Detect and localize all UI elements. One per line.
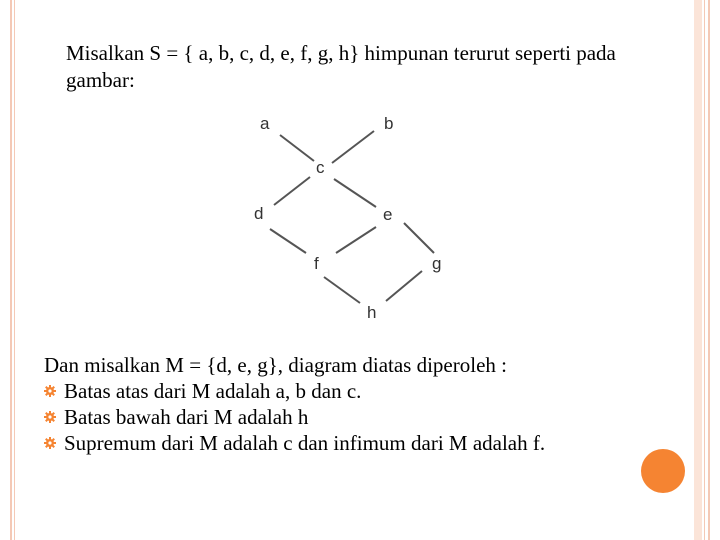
bullet-text: Batas bawah dari M adalah h (64, 405, 309, 429)
decor-line-right-outer (708, 0, 710, 540)
decor-line-left (10, 0, 12, 540)
bullet-list (44, 378, 664, 456)
node-f: f (314, 254, 319, 273)
node-e: e (383, 205, 393, 224)
bullet-item (44, 430, 664, 456)
node-g: g (432, 254, 442, 273)
diagram-edges (270, 131, 434, 303)
bullet-text: Supremum dari M adalah c dan infimum dari M adalah f. (64, 431, 546, 455)
bullet-text: Batas atas dari M adalah a, b dan c. (64, 379, 362, 403)
hasse-diagram (236, 103, 456, 335)
explanation (44, 352, 664, 456)
edge-e-f (336, 227, 376, 253)
edge-f-h (324, 277, 360, 303)
edge-g-h (386, 271, 422, 301)
edge-b-c (332, 131, 374, 163)
edge-d-f (270, 229, 306, 253)
decor-circle (641, 449, 685, 493)
intro-text: Misalkan S = { a, b, c, d, e, f, g, h} himpunan terurut seperti pada gambar: (66, 41, 616, 92)
hasse-diagram-svg (236, 103, 456, 335)
lead-text: Dan misalkan M = {d, e, g}, diagram diatas diperoleh : (44, 353, 507, 377)
diagram-nodes (254, 114, 441, 322)
bullet-item (44, 378, 664, 404)
edge-c-d (274, 177, 310, 205)
node-a: a (260, 114, 270, 133)
node-d: d (254, 204, 264, 223)
decor-band-right (694, 0, 702, 540)
gear-icon (44, 411, 56, 423)
gear-icon (44, 437, 56, 449)
bullet-item (44, 404, 664, 430)
node-h: h (367, 303, 377, 322)
edge-e-g (404, 223, 434, 253)
decor-line-right (704, 0, 705, 540)
decor-line-left-inner (14, 0, 15, 540)
node-b: b (384, 114, 394, 133)
gear-icon (44, 385, 56, 397)
edge-c-e (334, 179, 376, 207)
node-c: c (316, 158, 325, 177)
edge-a-c (280, 135, 314, 161)
